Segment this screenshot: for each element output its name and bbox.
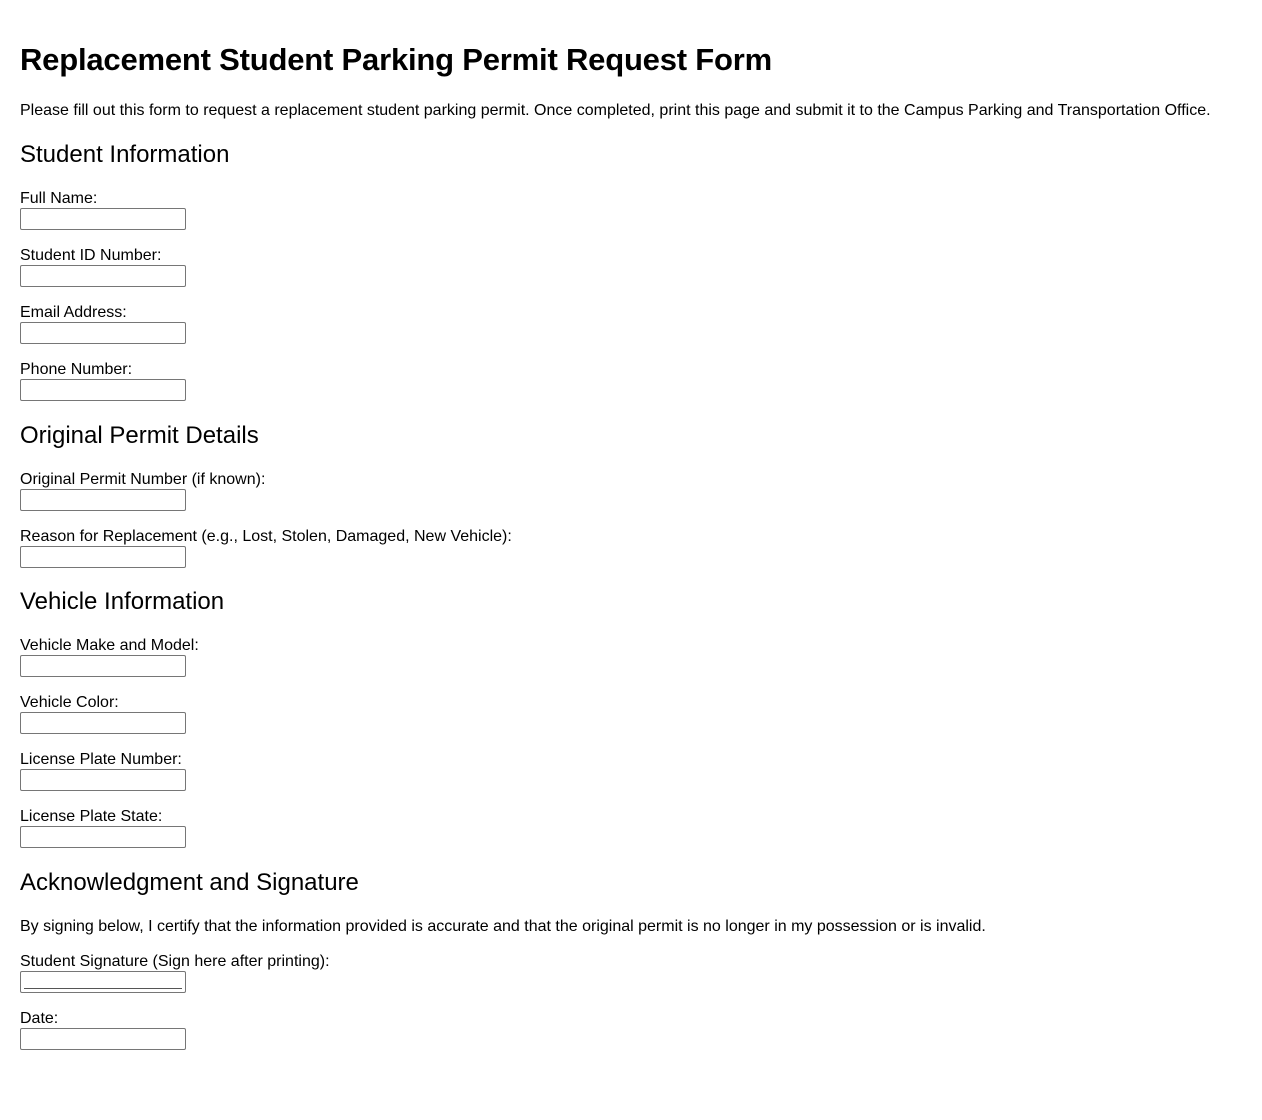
signature-line [24, 988, 182, 989]
vehicle-color-field[interactable] [20, 712, 186, 734]
full-name-field[interactable] [20, 208, 186, 230]
section-heading-vehicle: Vehicle Information [20, 588, 225, 615]
permit-number-label: Original Permit Number (if known): [20, 471, 266, 488]
student-id-label: Student ID Number: [20, 247, 162, 264]
email-label: Email Address: [20, 304, 127, 321]
date-label: Date: [20, 1010, 59, 1027]
plate-number-label: License Plate Number: [20, 751, 182, 768]
email-field[interactable] [20, 322, 186, 344]
make-model-label: Vehicle Make and Model: [20, 637, 199, 654]
section-heading-acknowledgment: Acknowledgment and Signature [20, 869, 359, 896]
reason-field[interactable] [20, 546, 186, 568]
page-title: Replacement Student Parking Permit Request Form [20, 42, 772, 77]
make-model-field[interactable] [20, 655, 186, 677]
reason-label: Reason for Replacement (e.g., Lost, Stolen, Damaged, New Vehicle): [20, 528, 512, 545]
vehicle-color-label: Vehicle Color: [20, 694, 119, 711]
signature-field[interactable] [20, 971, 186, 993]
phone-field[interactable] [20, 379, 186, 401]
section-heading-original-permit: Original Permit Details [20, 422, 259, 449]
full-name-label: Full Name: [20, 190, 98, 207]
signature-label: Student Signature (Sign here after printing): [20, 953, 330, 970]
date-field[interactable] [20, 1028, 186, 1050]
permit-number-field[interactable] [20, 489, 186, 511]
plate-number-field[interactable] [20, 769, 186, 791]
section-heading-student: Student Information [20, 141, 230, 168]
plate-state-label: License Plate State: [20, 808, 163, 825]
plate-state-field[interactable] [20, 826, 186, 848]
acknowledgment-statement: By signing below, I certify that the information provided is accurate and that the original permit is no longer in my possession or is invalid. [20, 918, 986, 935]
phone-label: Phone Number: [20, 361, 133, 378]
student-id-field[interactable] [20, 265, 186, 287]
intro-text: Please fill out this form to request a replacement student parking permit. Once completed, print this page and submit it to the Campus Parking and Transportation Office. [20, 102, 1211, 119]
